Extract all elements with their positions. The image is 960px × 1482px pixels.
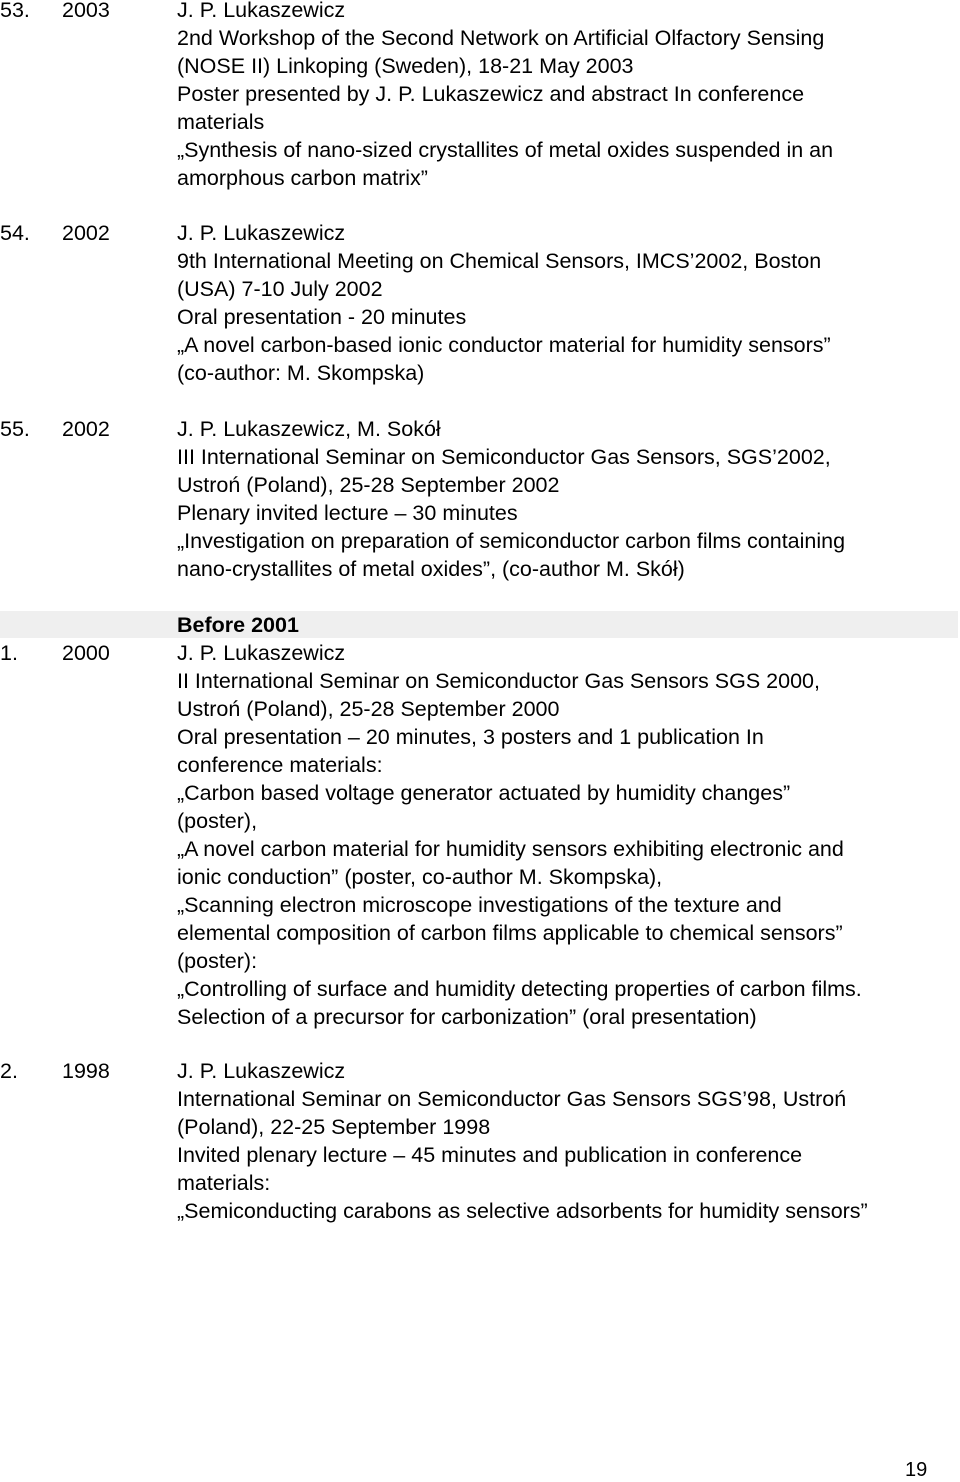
section-heading-band (0, 611, 958, 638)
entry-authors: J. P. Lukaszewicz (177, 641, 346, 665)
entry-line: „A novel carbon material for humidity sensors exhibiting electronic and (177, 837, 844, 861)
entry-line: „Semiconducting carabons as selective adsorbents for humidity sensors” (177, 1199, 868, 1223)
entry-line: (Poland), 22-25 September 1998 (177, 1115, 491, 1139)
entry-line: materials (177, 110, 265, 134)
entry-line: „Controlling of surface and humidity detecting properties of carbon films. (177, 977, 862, 1001)
entry-authors: J. P. Lukaszewicz, M. Sokół (177, 417, 441, 441)
entry-line: materials: (177, 1171, 271, 1195)
entry-line: Oral presentation - 20 minutes (177, 305, 467, 329)
entry-number: 54. (0, 221, 30, 245)
page-number: 19 (905, 1459, 928, 1481)
entry-line: (poster): (177, 949, 258, 973)
entry-line: Selection of a precursor for carbonization” (oral presentation) (177, 1005, 757, 1029)
entry-year: 2002 (62, 417, 110, 441)
entry-line: II International Seminar on Semiconductor Gas Sensors SGS 2000, (177, 669, 820, 693)
entry-line: III International Seminar on Semiconductor Gas Sensors, SGS’2002, (177, 445, 831, 469)
entry-text (177, 1057, 960, 1225)
entry-year: 2003 (62, 0, 110, 22)
entry-authors: J. P. Lukaszewicz (177, 221, 346, 245)
entry-text (177, 0, 960, 192)
entry-line: Plenary invited lecture – 30 minutes (177, 501, 518, 525)
entry-line: International Seminar on Semiconductor Gas Sensors SGS’98, Ustroń (177, 1087, 847, 1111)
entry-year: 1998 (62, 1059, 110, 1083)
entry-line: elemental composition of carbon films applicable to chemical sensors” (177, 921, 843, 945)
entry-text (177, 219, 960, 387)
entry-number: 55. (0, 417, 30, 441)
entry-line: conference materials: (177, 753, 383, 777)
entry-text (177, 639, 960, 1031)
entry-line: 2nd Workshop of the Second Network on Artificial Olfactory Sensing (177, 26, 825, 50)
entry-line: 9th International Meeting on Chemical Sensors, IMCS’2002, Boston (177, 249, 822, 273)
entry-number: 2. (0, 1059, 18, 1083)
entry-line: Invited plenary lecture – 45 minutes and publication in conference (177, 1143, 803, 1167)
entry-line: Oral presentation – 20 minutes, 3 posters and 1 publication In (177, 725, 764, 749)
entry-line: ionic conduction” (poster, co-author M. Skompska), (177, 865, 663, 889)
entry-line: amorphous carbon matrix” (177, 166, 428, 190)
entry-text (177, 415, 960, 583)
entry-line: (co-author: M. Skompska) (177, 361, 425, 385)
entry-line: „Scanning electron microscope investigations of the texture and (177, 893, 782, 917)
entry-authors: J. P. Lukaszewicz (177, 0, 346, 22)
entry-year: 2000 (62, 641, 110, 665)
entry-line: (poster), (177, 809, 258, 833)
entry-number: 53. (0, 0, 30, 22)
entry-number: 1. (0, 641, 18, 665)
entry-year: 2002 (62, 221, 110, 245)
entry-line: (NOSE II) Linkoping (Sweden), 18-21 May 2003 (177, 54, 634, 78)
entry-authors: J. P. Lukaszewicz (177, 1059, 346, 1083)
entry-line: Poster presented by J. P. Lukaszewicz and abstract In conference (177, 82, 805, 106)
entry-line: Ustroń (Poland), 25-28 September 2002 (177, 473, 560, 497)
section-title: Before 2001 (177, 613, 299, 637)
entry-line: „Carbon based voltage generator actuated by humidity changes” (177, 781, 791, 805)
entry-line: (USA) 7-10 July 2002 (177, 277, 383, 301)
entry-line: „Synthesis of nano-sized crystallites of metal oxides suspended in an (177, 138, 834, 162)
entry-line: nano-crystallites of metal oxides”, (co-author M. Skół) (177, 557, 685, 581)
entry-line: „A novel carbon-based ionic conductor material for humidity sensors” (177, 333, 831, 357)
entry-line: „Investigation on preparation of semiconductor carbon films containing (177, 529, 846, 553)
entry-line: Ustroń (Poland), 25-28 September 2000 (177, 697, 560, 721)
